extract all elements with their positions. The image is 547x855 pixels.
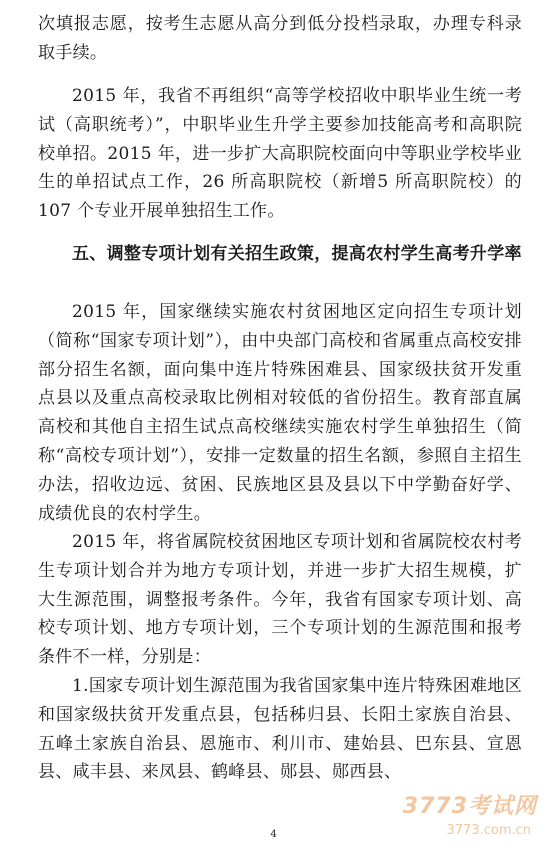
page-number: 4: [270, 829, 277, 840]
paragraph-local-plan: 2015 年，将省属院校贫困地区专项计划和省属院校农村考生专项计划合并为地方专项计划，并进一步扩大招生规模，扩大生源范围，调整报考条件。今年，我省有国家专项计划、高校专项计划、地方专项计划，三个专项计划的生源范围和报考条件不一样，分别是：: [38, 532, 522, 668]
watermark-sub: 3773.com.cn: [446, 823, 531, 838]
watermark-logo: [397, 789, 537, 849]
paragraph-continuation: 次填报志愿，按考生志愿从高分到低分投档录取，办理专科录取手续。: [38, 14, 522, 63]
paragraph-national-plan: 2015 年，国家继续实施农村贫困地区定向招生专项计划（简称“国家专项计划”），由中央部门高校和省属重点高校安排部分招生名额，面向集中连片特殊困难县、国家级扶贫开发重点县以及重点高校录取比例相对较低的省份招生。教育部直属高校和其他自主招生试点高校继续实施农村学生单独招生（简称“高校专项计划”），安排一定数量的招生名额，参照自主招生办法，招收边远、贫困、民族地区县及县以下中学勤奋好学、成绩优良的农村学生。: [38, 302, 522, 524]
paragraph-higher-vocational: 2015 年，我省不再组织“高等学校招收中职毕业生统一考试（高职统考）”，中职毕业生升学主要参加技能高考和高职院校单招。2015 年，进一步扩大高职院校面向中等职业学校毕业生的单招试点工作，26 所高职院校（新增5 所高职院校）的 107 个专业开展单独招生工作。: [38, 86, 522, 222]
paragraph-list-item-1: 1.国家专项计划生源范围为我省国家集中连片特殊困难地区和国家级扶贫开发重点县，包括秭归县、长阳土家族自治县、五峰土家族自治县、恩施市、利川市、建始县、巴东县、宣恩县、咸丰县、来凤县、鹤峰县、郧县、郧西县、: [38, 676, 522, 783]
watermark-main: 3773考试网: [402, 794, 537, 819]
section-heading: 五、调整专项计划有关招生政策，提高农村学生高考升学率: [72, 244, 522, 264]
